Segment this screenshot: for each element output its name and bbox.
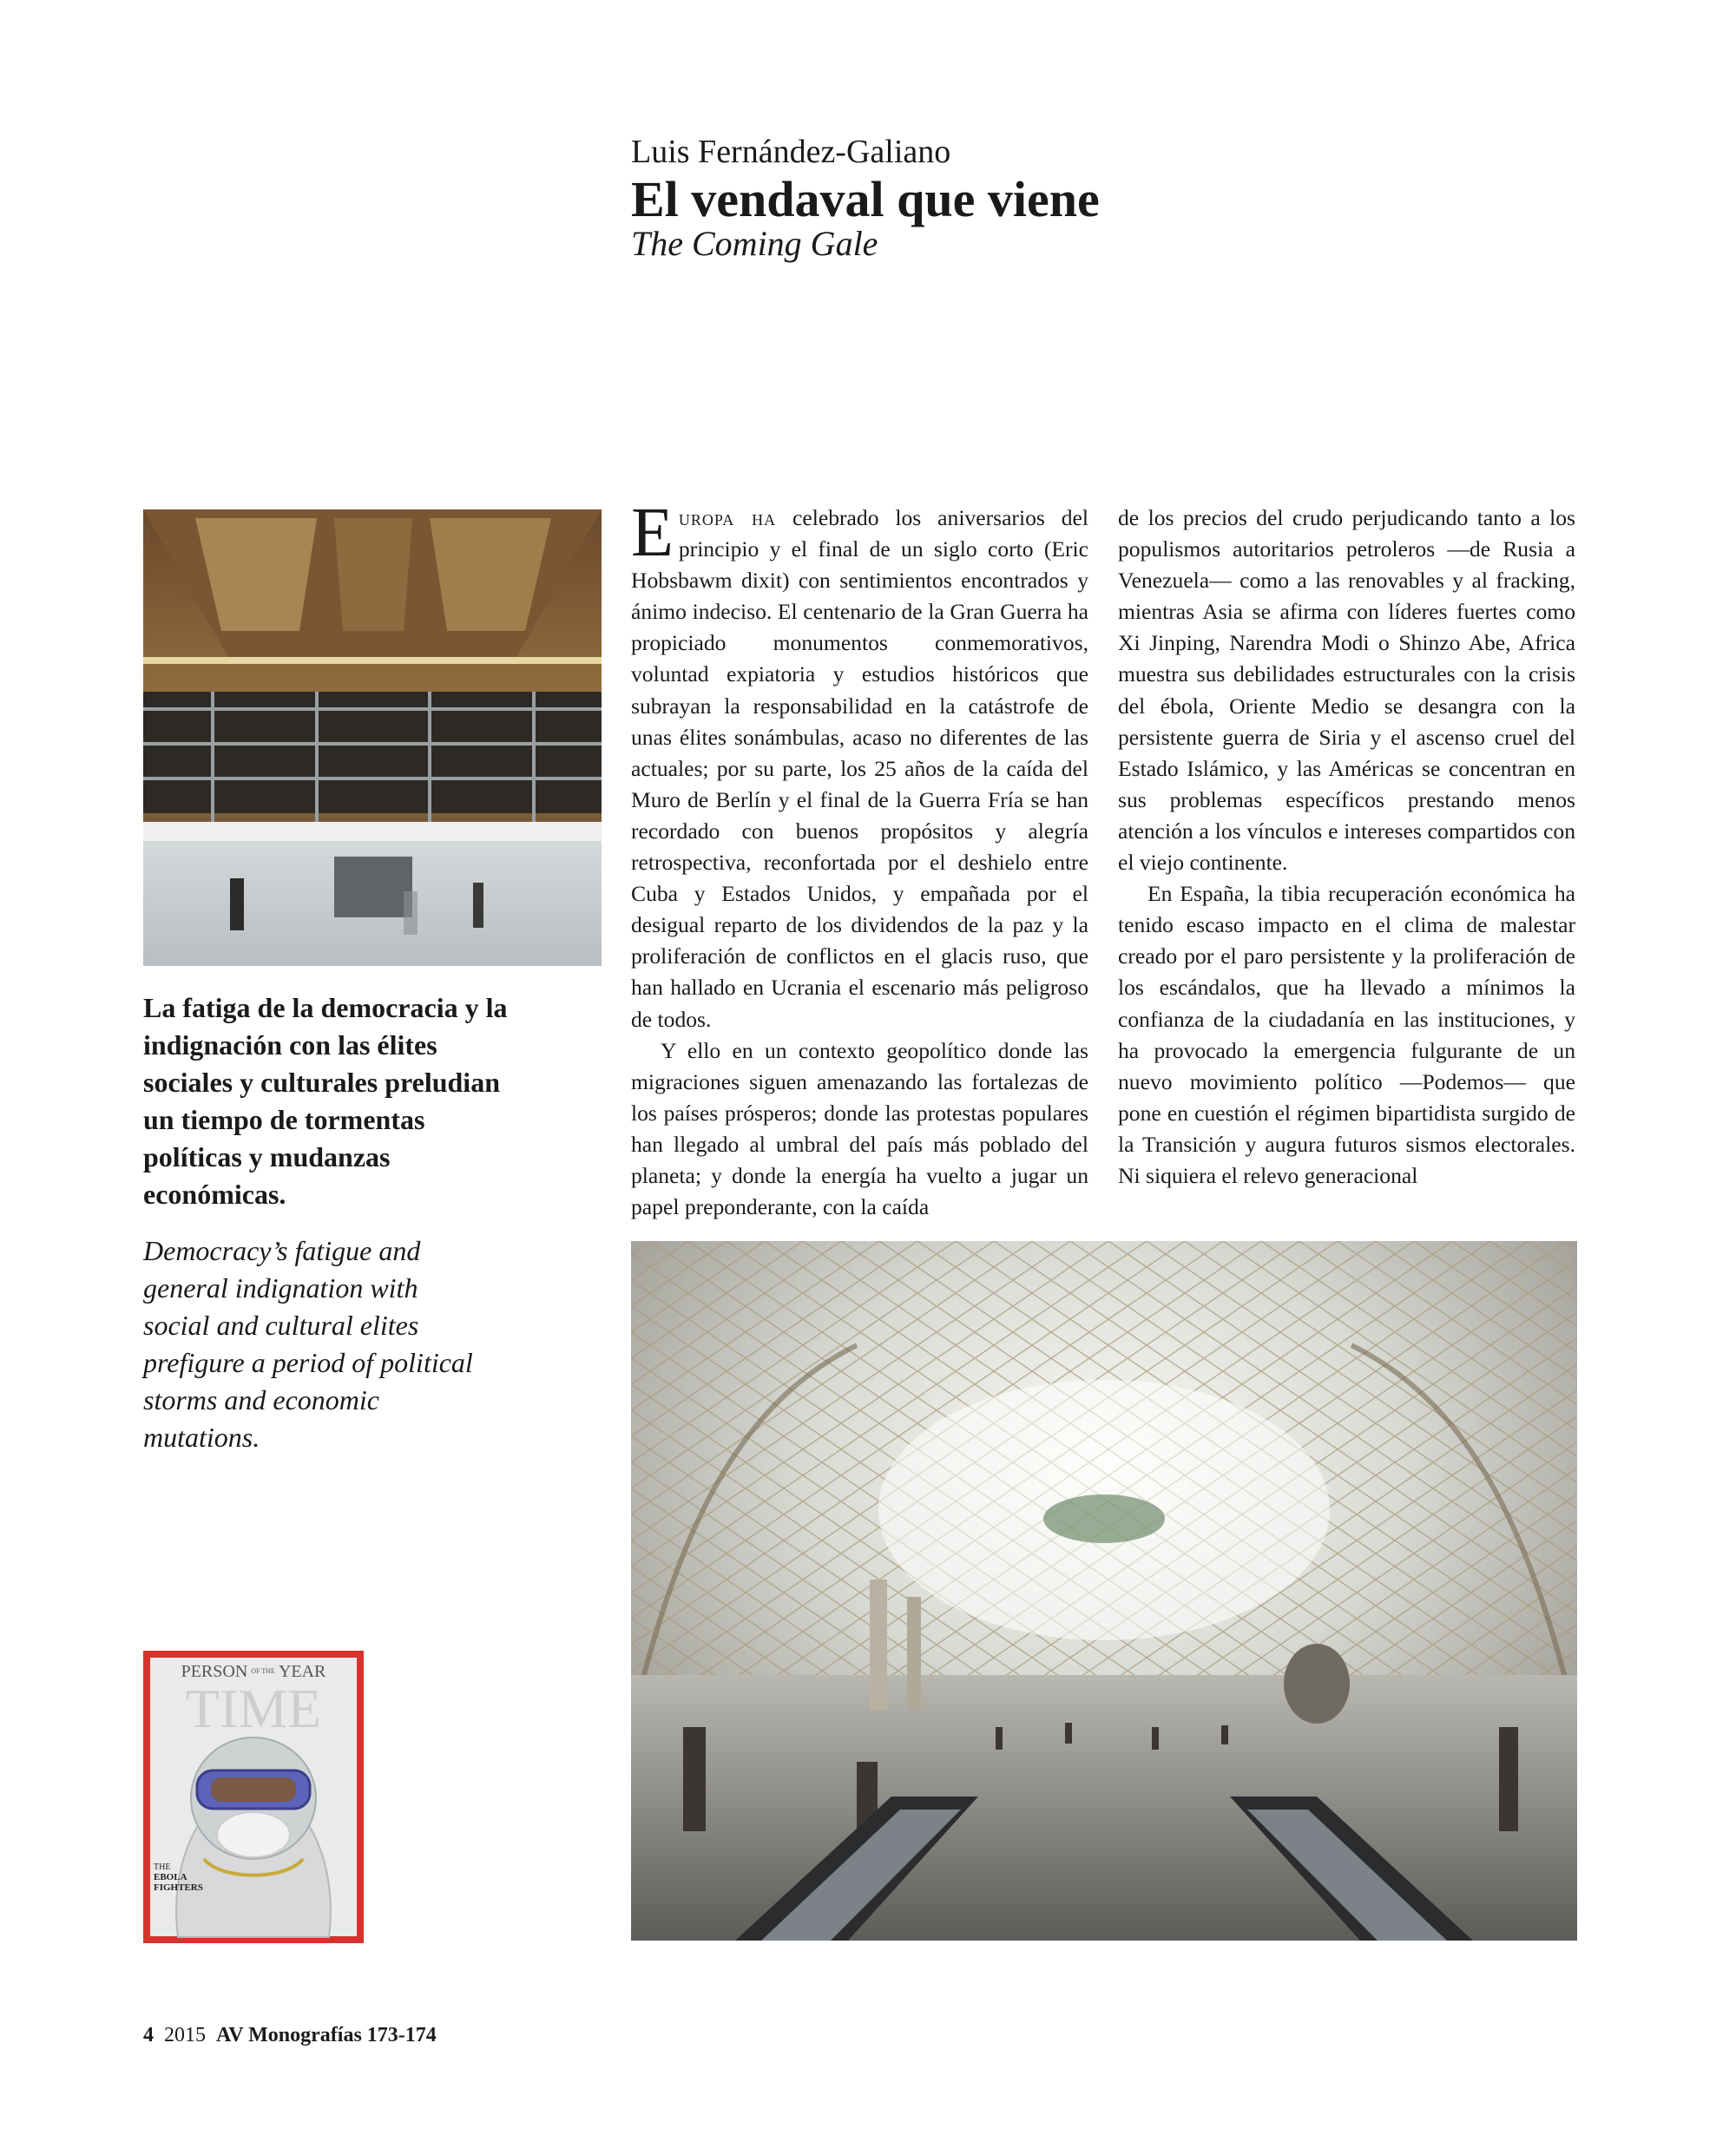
- paragraph: Y ello en un contexto geopolítico donde las migraciones siguen amenazando las fortalezas de los países prósperos; donde las protestas populares han llegado al umbral del país más poblado del planeta; y donde la energía ha vuelto a jugar un papel preponderante, con la caída: [631, 1037, 1088, 1220]
- paragraph-text: celebrado los aniversarios del principio y el final de un siglo corto (Eric Hobsbawm dixit) con sentimientos encontrados y ánimo indeciso. El centenario de la Gran Guerra ha propiciado monumentos conmemorativos, voluntad expiatoria y estudios históricos que subrayan la responsabilidad en la catástrofe de unas élites sonámbulas, acaso no diferentes de las actuales; por su parte, los 25 años de la caída del Muro de Berlín y el final de la Guerra Fría se han recordado con buenos propósitos y alegría retrospectiva, reconfortada por el deshielo entre Cuba y Estados Unidos, y empañada por el desigual reparto de los dividendos de la paz y la proliferación de conflictos en el glacis ruso, que han hallado en Ucrania el escenario más peligroso de todos.: [631, 505, 1088, 1032]
- station-interior-photo: [143, 509, 602, 966]
- cover-line: FIGHTERS: [154, 1882, 203, 1893]
- time-masthead: TIME: [185, 1678, 322, 1739]
- drop-cap: E: [631, 495, 674, 571]
- paragraph: En España, la tibia recuperación económica ha tenido escaso impacto en el clima de malestar creado por el paro persistente y la proliferación de los escándalos, que ha llevado a mínimos la confianza de la ciudadanía en las instituciones, y ha provocado la emergencia fulgurante de un nuevo movimiento político —Podemos— que pone en cuestión el régimen bipartidista surgido de la Transición y augura futuros sismos electorales. Ni siquiera el relevo generacional: [1118, 881, 1575, 1188]
- terminal-rendering: [631, 1241, 1577, 1941]
- publication-name: AV Monografías 173-174: [216, 2024, 437, 2046]
- time-kicker: PERSON $^{OF THE}$ YEAR: [181, 1662, 326, 1681]
- time-magazine-cover: [143, 1651, 364, 1943]
- pull-quote-english: Democracy’s fatigue and general indignation with social and cultural elites prefigure a period of political storms and economic mutations.: [143, 1235, 473, 1453]
- lead-in: uropa ha: [678, 505, 777, 530]
- article-title: El vendaval que viene: [631, 171, 1100, 227]
- paragraph: [631, 495, 1088, 1035]
- pull-quote-spanish: La fatiga de la democracia y la indignación con las élites sociales y culturales preludian un tiempo de tormentas políticas y mudanzas económicas.: [143, 992, 508, 1210]
- page-number: 4: [143, 2024, 154, 2046]
- cover-line: THE: [154, 1862, 171, 1872]
- footer-year: 2015: [164, 2024, 206, 2046]
- article-title-english: The Coming Gale: [631, 224, 878, 263]
- paragraph: de los precios del crudo perjudicando tanto a los populismos autoritarios petroleros —de Rusia a Venezuela— como a las renovables y al fracking, mientras Asia se afirma con líderes fuertes como Xi Jinping, Narendra Modi o Shinzo Abe, Africa muestra sus debilidades estructurales con la crisis del ébola, Oriente Medio se desangra con la persistente guerra de Siria y el ascenso cruel del Estado Islámico, y las Américas se concentran en sus problemas específicos prestando menos atención a los vínculos e intereses compartidos con el viejo continente.: [1118, 505, 1575, 876]
- body-column-1: [631, 495, 1088, 1223]
- author-name: Luis Fernández-Galiano: [631, 134, 951, 170]
- page-footer: [143, 2022, 437, 2048]
- cover-line: EBOLA: [154, 1872, 187, 1882]
- body-column-2: [1118, 503, 1575, 1192]
